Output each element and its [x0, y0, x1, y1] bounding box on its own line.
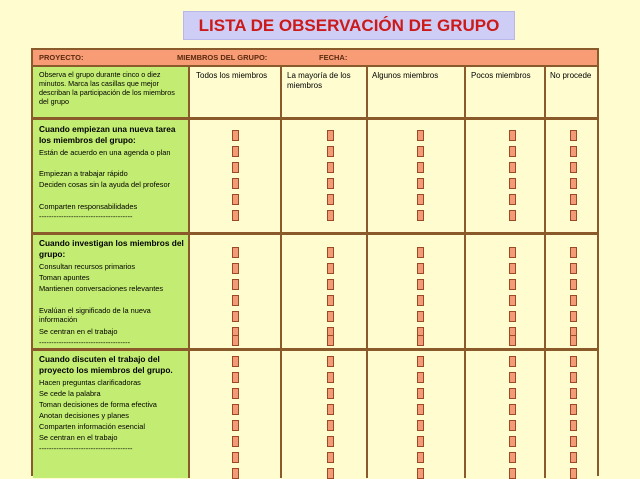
- checkbox-s2-r5-c1[interactable]: [232, 311, 239, 322]
- section-2-item: -------------------------------------: [39, 338, 131, 347]
- checkbox-s2-r5-c3[interactable]: [417, 311, 424, 322]
- checkbox-s1-r1-c1[interactable]: [232, 130, 239, 141]
- checkbox-s1-r5-c3[interactable]: [417, 194, 424, 205]
- checkbox-s3-r2-c5[interactable]: [570, 372, 577, 383]
- checkbox-s2-r1-c1[interactable]: [232, 247, 239, 258]
- checkbox-s3-r5-c1[interactable]: [232, 420, 239, 431]
- checkbox-s1-r6-c1[interactable]: [232, 210, 239, 221]
- checkbox-s1-r5-c2[interactable]: [327, 194, 334, 205]
- checkbox-s3-r7-c1[interactable]: [232, 452, 239, 463]
- checkbox-s3-r1-c5[interactable]: [570, 356, 577, 367]
- checkbox-s1-r4-c1[interactable]: [232, 178, 239, 189]
- col-divider: [366, 67, 368, 478]
- checkbox-s3-r7-c3[interactable]: [417, 452, 424, 463]
- checkbox-s2-r2-c3[interactable]: [417, 263, 424, 274]
- checkbox-s3-r8-c4[interactable]: [509, 468, 516, 479]
- section-3-title: Cuando discuten el trabajo del proyecto los miembros del grupo.: [39, 354, 173, 375]
- checkbox-s2-r1-c5[interactable]: [570, 247, 577, 258]
- checkbox-s3-r4-c3[interactable]: [417, 404, 424, 415]
- checkbox-s3-r6-c4[interactable]: [509, 436, 516, 447]
- checkbox-s3-r7-c2[interactable]: [327, 452, 334, 463]
- checkbox-s1-r4-c3[interactable]: [417, 178, 424, 189]
- intro-text: Observa el grupo durante cinco o diez minutos. Marca las casillas que mejor describan la participación de los miembros del grupo: [39, 70, 175, 106]
- checkbox-s3-r7-c4[interactable]: [509, 452, 516, 463]
- column-header-all: Todos los miembros: [196, 71, 268, 80]
- checkbox-s1-r2-c5[interactable]: [570, 146, 577, 157]
- checkbox-s3-r1-c1[interactable]: [232, 356, 239, 367]
- checkbox-s3-r5-c5[interactable]: [570, 420, 577, 431]
- section-2-item: Se centran en el trabajo: [39, 327, 118, 336]
- checkbox-s3-r2-c4[interactable]: [509, 372, 516, 383]
- checkbox-s2-r5-c5[interactable]: [570, 311, 577, 322]
- checkbox-s1-r5-c5[interactable]: [570, 194, 577, 205]
- checkbox-s3-r3-c3[interactable]: [417, 388, 424, 399]
- section-3-item: Comparten información esencial: [39, 422, 145, 431]
- checkbox-s2-r2-c2[interactable]: [327, 263, 334, 274]
- checkbox-s3-r8-c2[interactable]: [327, 468, 334, 479]
- checkbox-s3-r3-c2[interactable]: [327, 388, 334, 399]
- observation-sheet: [31, 48, 599, 476]
- checkbox-s2-r3-c2[interactable]: [327, 279, 334, 290]
- section-1-item: --------------------------------------: [39, 212, 133, 221]
- checkbox-s1-r3-c2[interactable]: [327, 162, 334, 173]
- checkbox-s3-r4-c1[interactable]: [232, 404, 239, 415]
- project-label: PROYECTO:: [39, 53, 84, 62]
- row-divider: [33, 348, 597, 351]
- checkbox-s1-r3-c3[interactable]: [417, 162, 424, 173]
- checkbox-s3-r8-c1[interactable]: [232, 468, 239, 479]
- checkbox-s1-r1-c2[interactable]: [327, 130, 334, 141]
- checkbox-s3-r7-c5[interactable]: [570, 452, 577, 463]
- section-2-item: Toman apuntes: [39, 273, 90, 282]
- checkbox-s3-r8-c5[interactable]: [570, 468, 577, 479]
- checkbox-s3-r6-c2[interactable]: [327, 436, 334, 447]
- checkbox-s3-r6-c1[interactable]: [232, 436, 239, 447]
- checkbox-s2-r3-c3[interactable]: [417, 279, 424, 290]
- checkbox-s2-r7-c1[interactable]: [232, 335, 239, 346]
- checkbox-s3-r3-c5[interactable]: [570, 388, 577, 399]
- section-3-item: --------------------------------------: [39, 444, 133, 453]
- checkbox-s3-r3-c1[interactable]: [232, 388, 239, 399]
- checkbox-s3-r6-c3[interactable]: [417, 436, 424, 447]
- checkbox-s1-r2-c3[interactable]: [417, 146, 424, 157]
- date-label: FECHA:: [319, 53, 348, 62]
- checkbox-s2-r3-c1[interactable]: [232, 279, 239, 290]
- checkbox-s1-r4-c5[interactable]: [570, 178, 577, 189]
- checkbox-s3-r6-c5[interactable]: [570, 436, 577, 447]
- column-header-na: No procede: [550, 71, 592, 80]
- checkbox-s1-r6-c2[interactable]: [327, 210, 334, 221]
- column-header-some: Algunos miembros: [372, 71, 439, 80]
- checkbox-s3-r1-c3[interactable]: [417, 356, 424, 367]
- checkbox-s1-r5-c1[interactable]: [232, 194, 239, 205]
- column-header-most: La mayoría de los miembros: [287, 71, 351, 90]
- checkbox-s2-r1-c3[interactable]: [417, 247, 424, 258]
- checkbox-s2-r4-c4[interactable]: [509, 295, 516, 306]
- section-3-item: Se centran en el trabajo: [39, 433, 118, 442]
- checkbox-s2-r2-c4[interactable]: [509, 263, 516, 274]
- checkbox-s3-r5-c4[interactable]: [509, 420, 516, 431]
- section-3-item: Toman decisiones de forma efectiva: [39, 400, 157, 409]
- col-divider: [280, 67, 282, 478]
- checkbox-s2-r1-c4[interactable]: [509, 247, 516, 258]
- checkbox-s2-r4-c2[interactable]: [327, 295, 334, 306]
- checkbox-s3-r2-c2[interactable]: [327, 372, 334, 383]
- checkbox-s1-r6-c5[interactable]: [570, 210, 577, 221]
- col-divider: [544, 67, 546, 478]
- section-2-title: Cuando investigan los miembros del grupo:: [39, 238, 184, 259]
- page-title: LISTA DE OBSERVACIÓN DE GRUPO: [183, 11, 515, 40]
- checkbox-s2-r4-c3[interactable]: [417, 295, 424, 306]
- checkbox-s2-r3-c4[interactable]: [509, 279, 516, 290]
- checkbox-s1-r5-c4[interactable]: [509, 194, 516, 205]
- checkbox-s3-r3-c4[interactable]: [509, 388, 516, 399]
- column-header-few: Pocos miembros: [471, 71, 531, 80]
- checkbox-s3-r5-c3[interactable]: [417, 420, 424, 431]
- section-1-item: Deciden cosas sin la ayuda del profesor: [39, 180, 171, 189]
- checkbox-s3-r1-c2[interactable]: [327, 356, 334, 367]
- section-2-item: Evalúan el significado de la nueva información: [39, 306, 151, 324]
- checkbox-s1-r2-c1[interactable]: [232, 146, 239, 157]
- checkbox-s1-r3-c4[interactable]: [509, 162, 516, 173]
- checkbox-s3-r4-c2[interactable]: [327, 404, 334, 415]
- checkbox-s2-r1-c2[interactable]: [327, 247, 334, 258]
- section-1-item: Empiezan a trabajar rápido: [39, 169, 128, 178]
- section-3-item: Anotan decisiones y planes: [39, 411, 129, 420]
- section-1-item: Comparten responsabilidades: [39, 202, 138, 211]
- checkbox-s2-r7-c5[interactable]: [570, 335, 577, 346]
- checkbox-s2-r5-c4[interactable]: [509, 311, 516, 322]
- checkbox-s3-r2-c1[interactable]: [232, 372, 239, 383]
- checkbox-s2-r2-c5[interactable]: [570, 263, 577, 274]
- section-1-item: Están de acuerdo en una agenda o plan: [39, 148, 171, 157]
- checkbox-s2-r2-c1[interactable]: [232, 263, 239, 274]
- row-divider: [33, 117, 597, 120]
- section-3-item: Hacen preguntas clarificadoras: [39, 378, 141, 387]
- section-3-item: Se cede la palabra: [39, 389, 101, 398]
- checkbox-s2-r7-c2[interactable]: [327, 335, 334, 346]
- checkbox-s2-r5-c2[interactable]: [327, 311, 334, 322]
- checkbox-s1-r1-c5[interactable]: [570, 130, 577, 141]
- checkbox-s2-r4-c5[interactable]: [570, 295, 577, 306]
- checkbox-s3-r8-c3[interactable]: [417, 468, 424, 479]
- checkbox-s3-r1-c4[interactable]: [509, 356, 516, 367]
- header-bar: [33, 50, 597, 67]
- section-2-item: Consultan recursos primarios: [39, 262, 136, 271]
- checkbox-s3-r4-c5[interactable]: [570, 404, 577, 415]
- checkbox-s2-r7-c4[interactable]: [509, 335, 516, 346]
- checkbox-s3-r4-c4[interactable]: [509, 404, 516, 415]
- members-label: MIEMBROS DEL GRUPO:: [177, 53, 268, 62]
- checkbox-s1-r1-c4[interactable]: [509, 130, 516, 141]
- checkbox-s1-r3-c1[interactable]: [232, 162, 239, 173]
- checkbox-s3-r5-c2[interactable]: [327, 420, 334, 431]
- checkbox-s1-r6-c3[interactable]: [417, 210, 424, 221]
- checkbox-s1-r2-c4[interactable]: [509, 146, 516, 157]
- row-divider: [33, 232, 597, 235]
- checkbox-s3-r2-c3[interactable]: [417, 372, 424, 383]
- checkbox-s1-r2-c2[interactable]: [327, 146, 334, 157]
- section-2-item: Mantienen conversaciones relevantes: [39, 284, 164, 293]
- section-1-title: Cuando empiezan una nueva tarea los miembros del grupo:: [39, 124, 176, 145]
- col-divider: [464, 67, 466, 478]
- checkbox-s1-r4-c2[interactable]: [327, 178, 334, 189]
- checkbox-s2-r3-c5[interactable]: [570, 279, 577, 290]
- checkbox-s1-r3-c5[interactable]: [570, 162, 577, 173]
- checkbox-s2-r7-c3[interactable]: [417, 335, 424, 346]
- checkbox-s1-r4-c4[interactable]: [509, 178, 516, 189]
- checkbox-s1-r6-c4[interactable]: [509, 210, 516, 221]
- checkbox-s2-r4-c1[interactable]: [232, 295, 239, 306]
- checkbox-s1-r1-c3[interactable]: [417, 130, 424, 141]
